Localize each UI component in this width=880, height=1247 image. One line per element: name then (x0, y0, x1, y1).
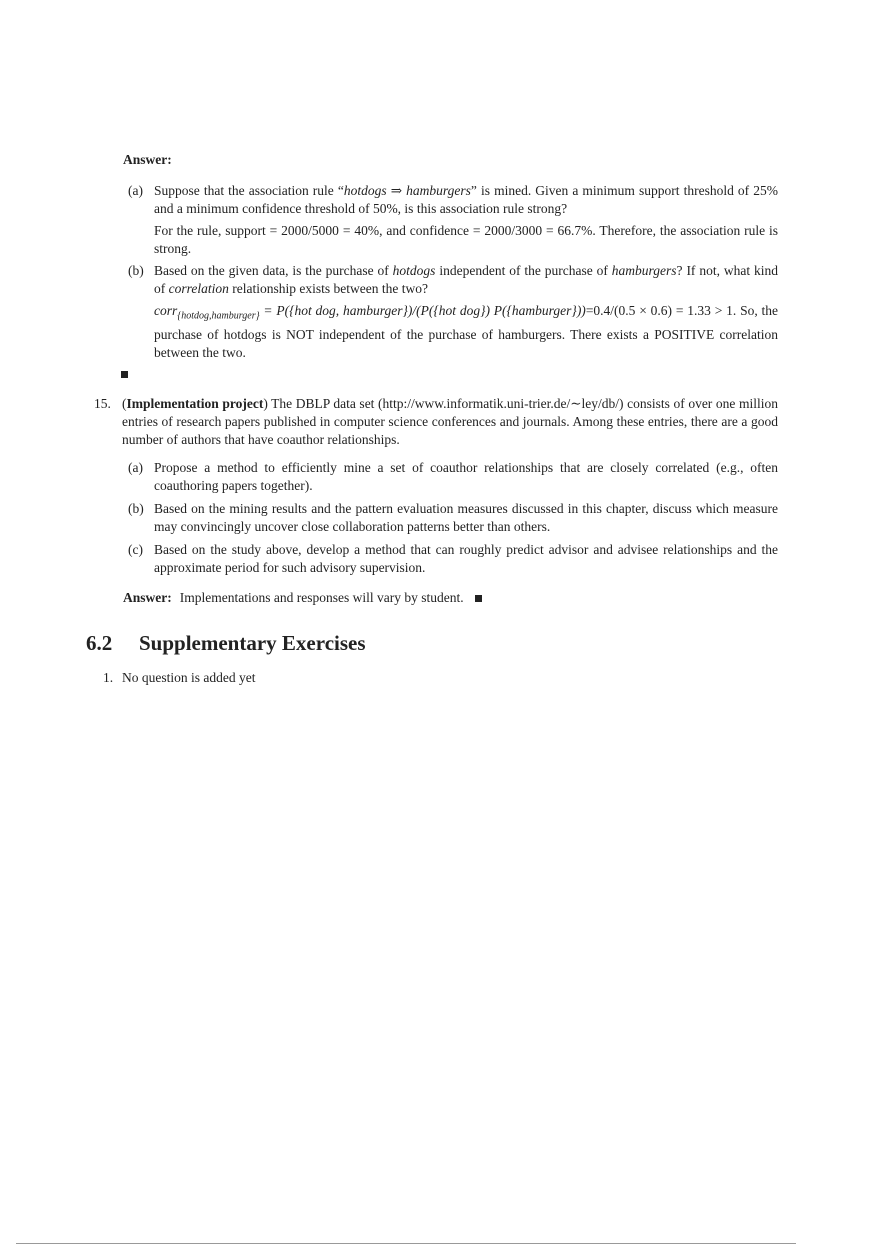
item-label: (b) (128, 501, 144, 516)
item-answer: corr$_{\{hotdog,hamburger\}}$ = P({hot dog, hamburger})/(P({hot dog}) P({hamburger}))=0.4/(0.5 × 0.6) = 1.33 > 1. So, the purchase of hotdogs is NOT independent of the purchase of hamburgers. There exists a POSITIVE correlation between the two. (154, 303, 779, 360)
answer-heading: Answer: (123, 152, 172, 167)
answer-label: Answer: (123, 590, 172, 605)
section-number: 6.2 (86, 631, 113, 655)
item-question: Based on the given data, is the purchase of hotdogs independent of the purchase of hamburgers? If not, what kind of correlation relationship exists between the two? (154, 263, 779, 296)
q15-subitem-a (128, 459, 778, 495)
q15-subitem-c (128, 541, 778, 577)
supplementary-item (103, 669, 256, 687)
question-text: (Implementation project) The DBLP data set (http://www.informatik.uni-trier.de/∼ley/db/) consists of over one million entries of research papers published in computer science conferences and journals. Among these entries, there are a good number of authors that have coauthor relationships. (122, 396, 778, 447)
item-label: (c) (128, 542, 143, 557)
item-answer: For the rule, support = 2000/5000 = 40%, and confidence = 2000/3000 = 66.7%. Therefore, the association rule is strong. (154, 223, 778, 256)
item-text: Based on the mining results and the pattern evaluation measures discussed in this chapter, discuss which measure may convincingly uncover close collaboration patterns better than others. (154, 501, 778, 534)
section-title: Supplementary Exercises (139, 631, 366, 655)
question-number: 15. (94, 396, 111, 411)
question-15 (94, 395, 778, 449)
item-label: (a) (128, 460, 143, 475)
item-text: Propose a method to efficiently mine a set of coauthor relationships that are closely correlated (e.g., often coauthoring papers together). (154, 460, 778, 493)
item-label: (b) (128, 263, 144, 278)
end-of-proof-mark (475, 595, 482, 602)
q15-subitem-b (128, 500, 778, 536)
q15-answer (123, 589, 482, 607)
answer-item-a (128, 182, 778, 258)
end-of-proof-mark (121, 371, 128, 378)
answer-text: Implementations and responses will vary by student. (179, 590, 464, 605)
item-text: No question is added yet (122, 670, 256, 685)
item-question: Suppose that the association rule “hotdogs ⇒ hamburgers” is mined. Given a minimum support threshold of 25% and a minimum confidence threshold of 50%, is this association rule strong? (154, 183, 778, 216)
item-text: Based on the study above, develop a method that can roughly predict advisor and advisee relationships and the approximate period for such advisory supervision. (154, 542, 778, 575)
footer-rule (16, 1243, 796, 1244)
section-heading (86, 630, 366, 656)
item-label: (a) (128, 183, 143, 198)
item-number: 1. (103, 670, 114, 685)
answer-item-b (128, 262, 779, 362)
